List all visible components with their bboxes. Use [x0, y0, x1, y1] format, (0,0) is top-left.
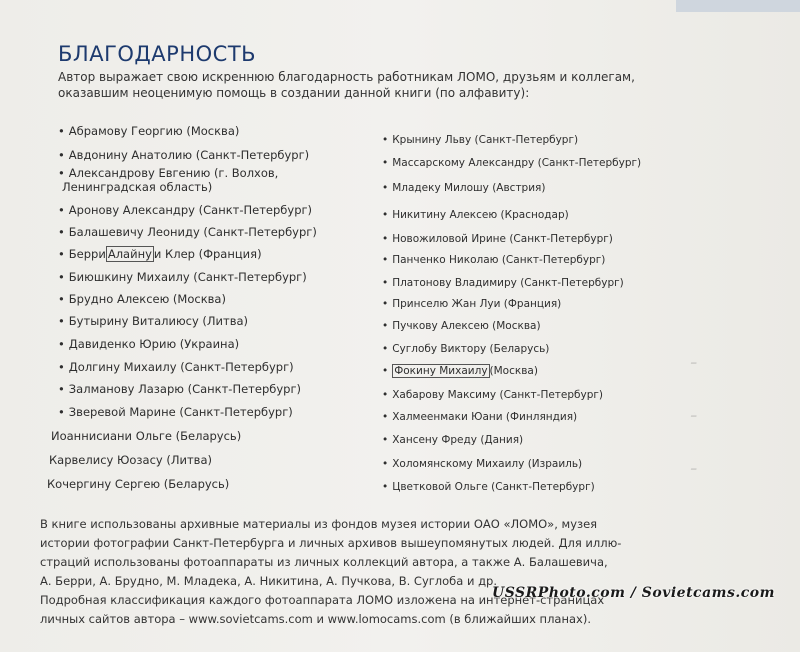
bullet-icon: •: [382, 389, 389, 401]
entry-text: Александрову Евгению (г. Волхов,: [68, 166, 279, 180]
acknowledgement-entry: [58, 225, 317, 240]
entry-text: Младеку Милошу (Австрия): [392, 182, 546, 194]
bullet-icon: •: [58, 148, 65, 162]
entry-text: Цветковой Ольге (Санкт-Петербург): [392, 481, 595, 493]
acknowledgement-entry: [58, 124, 239, 139]
highlighted-name: Алайну: [107, 247, 152, 261]
entry-text: Панченко Николаю (Санкт-Петербург): [392, 254, 606, 266]
entry-text: Ленинградская область): [62, 180, 213, 194]
entry-text: Принселю Жан Луи (Франция): [392, 298, 562, 310]
acknowledgement-entry: [51, 429, 241, 444]
bullet-icon: •: [382, 434, 389, 446]
intro-paragraph: Автор выражает свою искреннюю благодарность работникам ЛОМО, друзьям и коллегам, оказавшим неоценимую помощь в создании данной книги (по алфавиту):: [58, 70, 635, 100]
acknowledgement-entry: [58, 382, 301, 397]
bullet-icon: •: [382, 134, 389, 146]
entry-text: Крынину Льву (Санкт-Петербург): [392, 134, 579, 146]
entry-text: Балашевичу Леониду (Санкт-Петербург): [68, 225, 317, 239]
entry-text: и Клер (Франция): [153, 247, 262, 261]
bullet-icon: •: [382, 343, 389, 355]
entry-text: Абрамову Георгию (Москва): [68, 124, 240, 138]
acknowledgement-entry: [382, 457, 582, 472]
entry-text: Кочергину Сергею (Беларусь): [47, 477, 230, 491]
entry-text: Аронову Александру (Санкт-Петербург): [68, 203, 313, 217]
bullet-icon: •: [382, 320, 389, 332]
acknowledgement-entry: [382, 480, 595, 495]
bullet-icon: •: [382, 233, 389, 245]
corner-tab: [676, 0, 800, 12]
acknowledgement-entry: [58, 166, 278, 181]
entry-text: Суглобу Виктору (Беларусь): [392, 343, 550, 355]
bullet-icon: •: [58, 314, 65, 328]
bullet-icon: •: [382, 411, 389, 423]
bullet-icon: •: [58, 247, 65, 261]
page-title: БЛАГОДАРНОСТЬ: [58, 42, 257, 67]
acknowledgement-entry: [58, 314, 248, 329]
bullet-icon: •: [58, 166, 65, 180]
bullet-icon: •: [382, 458, 389, 470]
acknowledgement-entry: [62, 180, 212, 195]
entry-text: Зверевой Марине (Санкт-Петербург): [68, 405, 293, 419]
bullet-icon: •: [382, 157, 389, 169]
entry-text: Хабарову Максиму (Санкт-Петербург): [392, 389, 604, 401]
acknowledgement-entry: [49, 453, 212, 468]
bullet-icon: •: [382, 481, 389, 493]
acknowledgement-entry: [58, 337, 239, 352]
acknowledgement-entry: [382, 181, 545, 196]
entry-text: Иоаннисиани Ольге (Беларусь): [51, 429, 242, 443]
bullet-icon: •: [58, 203, 65, 217]
entry-text: Авдонину Анатолию (Санкт-Петербург): [68, 148, 310, 162]
acknowledgement-entry: [382, 364, 538, 379]
footer-line: Подробная классификация каждого фотоаппарата ЛОМО изложена на интернет-страницах: [40, 593, 605, 607]
bullet-icon: •: [382, 182, 389, 194]
entry-text: Новожиловой Ирине (Санкт-Петербург): [392, 233, 613, 245]
footer-line: истории фотографии Санкт-Петербурга и личных архивов вышеупомянутых людей. Для иллю-: [40, 536, 622, 550]
bullet-icon: •: [58, 292, 65, 306]
entry-text: Холомянскому Михаилу (Израиль): [392, 458, 583, 470]
acknowledgement-entry: [58, 292, 226, 307]
bullet-icon: •: [58, 405, 65, 419]
bullet-icon: •: [382, 277, 389, 289]
bullet-icon: •: [58, 270, 65, 284]
bullet-icon: •: [58, 382, 65, 396]
entry-text: Пучкову Алексею (Москва): [392, 320, 541, 332]
entry-text: Массарскому Александру (Санкт-Петербург): [392, 157, 642, 169]
bullet-icon: •: [382, 365, 389, 377]
acknowledgement-entry: [382, 232, 613, 247]
watermark: USSRPhoto.com / Sovietcams.com: [492, 585, 775, 601]
footer-line: страций использованы фотоаппараты из личных коллекций автора, а также А. Балашевича,: [40, 555, 608, 569]
bullet-icon: •: [58, 124, 65, 138]
acknowledgement-entry: [58, 405, 293, 420]
acknowledgement-entry: [382, 156, 641, 171]
footer-note: [40, 515, 650, 629]
entry-text: Брудно Алексею (Москва): [68, 292, 226, 306]
acknowledgement-entry: [382, 208, 569, 223]
footer-line: личных сайтов автора – www.sovietcams.com и www.lomocams.com (в ближайших планах).: [40, 612, 591, 626]
footer-line: А. Берри, А. Брудно, М. Младека, А. Никитина, А. Пучкова, В. Суглоба и др.: [40, 574, 498, 588]
entry-text: Бутырину Виталиюсу (Литва): [68, 314, 249, 328]
acknowledgement-entry: [58, 247, 262, 262]
acknowledgement-entry: [382, 276, 624, 291]
entry-text: Давиденко Юрию (Украина): [68, 337, 240, 351]
entry-text: Берри: [68, 247, 106, 261]
acknowledgement-entry: [382, 410, 577, 425]
entry-text: Карвелису Юозасу (Литва): [49, 453, 212, 467]
bullet-icon: •: [382, 209, 389, 221]
acknowledgement-entry: [58, 270, 307, 285]
footer-line: В книге использованы архивные материалы из фондов музея истории ОАО «ЛОМО», музея: [40, 517, 598, 531]
acknowledgement-entry: [382, 388, 603, 403]
bleed-through-handwriting: - - -: [690, 350, 698, 481]
bullet-icon: •: [58, 337, 65, 351]
bullet-icon: •: [382, 298, 389, 310]
acknowledgement-entry: [382, 319, 541, 334]
entry-text: (Москва): [489, 365, 538, 377]
entry-text: Долгину Михаилу (Санкт-Петербург): [68, 360, 294, 374]
entry-text: Биюшкину Михаилу (Санкт-Петербург): [68, 270, 307, 284]
acknowledgement-entry: [47, 477, 229, 492]
bullet-icon: •: [58, 360, 65, 374]
entry-text: Залманову Лазарю (Санкт-Петербург): [68, 382, 301, 396]
acknowledgement-entry: [382, 297, 561, 312]
entry-text: Платонову Владимиру (Санкт-Петербург): [392, 277, 624, 289]
bullet-icon: •: [58, 225, 65, 239]
entry-text: Хансену Фреду (Дания): [392, 434, 524, 446]
entry-text: Никитину Алексею (Краснодар): [392, 209, 569, 221]
acknowledgement-entry: [58, 203, 312, 218]
acknowledgement-entry: [382, 433, 523, 448]
acknowledgement-entry: [58, 360, 294, 375]
acknowledgement-entry: [382, 253, 605, 268]
bullet-icon: •: [382, 254, 389, 266]
highlighted-name: Фокину Михаилу: [394, 365, 488, 377]
acknowledgement-entry: [382, 133, 578, 148]
acknowledgement-entry: [58, 148, 309, 163]
acknowledgement-entry: [382, 342, 549, 357]
entry-text: Халмеенмаки Юани (Финляндия): [392, 411, 578, 423]
